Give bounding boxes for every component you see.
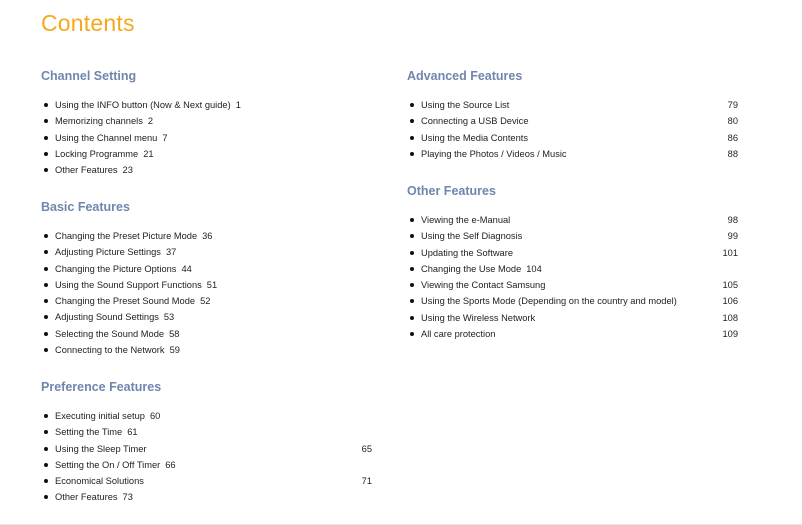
toc-item-page: 99 — [727, 231, 738, 242]
bullet-icon — [44, 234, 48, 238]
toc-item-label: Viewing the e-Manual — [421, 215, 511, 225]
bullet-icon — [44, 119, 48, 123]
toc-item-label: Using the INFO button (Now & Next guide) — [55, 100, 231, 110]
toc-item-page: 37 — [165, 247, 177, 258]
toc-item[interactable] — [41, 113, 381, 129]
toc-item-label: Other Features — [55, 165, 118, 176]
toc-item-page: 61 — [127, 427, 138, 438]
toc-item[interactable] — [41, 408, 381, 424]
toc-item-label: Using the Channel menu — [55, 132, 158, 143]
section-channel-setting — [41, 69, 381, 178]
toc-item-label: Memorizing channels — [55, 116, 143, 127]
bullet-icon — [44, 332, 48, 336]
bullet-icon — [410, 103, 414, 107]
section-basic-features — [41, 200, 381, 358]
toc-item-label: Changing the Preset Picture Mode — [55, 231, 198, 241]
toc-item-page: 58 — [169, 328, 180, 339]
toc-item-label: Using the Wireless Network — [421, 312, 536, 323]
toc-item[interactable] — [41, 457, 381, 473]
bullet-icon — [44, 348, 48, 352]
bullet-icon — [44, 447, 48, 451]
toc-item-page: 106 — [722, 296, 738, 307]
toc-item[interactable] — [407, 212, 738, 228]
toc-item[interactable] — [41, 261, 381, 277]
section-other-features — [407, 184, 747, 342]
toc-item[interactable] — [407, 277, 738, 293]
toc-item-page: 51 — [206, 279, 218, 290]
toc-list — [41, 408, 381, 506]
toc-item[interactable] — [41, 162, 381, 178]
bullet-icon — [410, 119, 414, 123]
bullet-icon — [410, 332, 414, 336]
bullet-icon — [410, 152, 414, 156]
toc-item-label: Selecting the Sound Mode — [55, 328, 165, 339]
toc-item-label: Connecting a USB Device — [421, 116, 529, 127]
toc-item-page: 101 — [722, 247, 738, 258]
bullet-icon — [44, 267, 48, 271]
toc-item-label: All care protection — [421, 329, 496, 340]
section-heading: Basic Features — [41, 200, 130, 214]
toc-item-page: 23 — [122, 165, 133, 176]
toc-item-page: 73 — [122, 492, 133, 503]
bullet-icon — [410, 136, 414, 140]
toc-item-page: 66 — [165, 459, 176, 470]
toc-list — [41, 228, 381, 358]
bullet-icon — [44, 283, 48, 287]
toc-item-label: Connecting to the Network — [55, 345, 165, 356]
toc-item-page: 65 — [361, 443, 372, 454]
toc-item[interactable] — [407, 113, 738, 129]
section-preference-features — [41, 380, 381, 506]
bullet-icon — [44, 168, 48, 172]
toc-item-label: Other Features — [55, 492, 118, 503]
toc-item[interactable] — [41, 146, 381, 162]
toc-item-page: 80 — [727, 116, 738, 127]
bullet-icon — [44, 479, 48, 483]
bullet-icon — [44, 495, 48, 499]
toc-item-label: Using the Media Contents — [421, 132, 528, 143]
toc-item-page: 21 — [143, 148, 154, 159]
section-heading: Preference Features — [41, 380, 162, 394]
bullet-icon — [44, 430, 48, 434]
bullet-icon — [44, 103, 48, 107]
toc-item[interactable] — [41, 309, 381, 325]
toc-item[interactable] — [41, 326, 381, 342]
section-advanced-features — [407, 69, 747, 162]
toc-item-page: 36 — [202, 231, 213, 241]
toc-list — [41, 97, 381, 178]
toc-item[interactable] — [41, 97, 381, 113]
bullet-icon — [410, 267, 414, 271]
toc-item-page: 109 — [722, 329, 738, 340]
toc-item-page: 88 — [727, 148, 738, 159]
toc-item-page: 1 — [235, 100, 241, 110]
toc-item-page: 53 — [163, 312, 175, 323]
toc-item-label: Changing the Picture Options — [55, 263, 177, 274]
toc-item-label: Setting the Time — [55, 427, 123, 438]
toc-item-label: Using the Self Diagnosis — [421, 231, 523, 242]
toc-item[interactable] — [407, 310, 738, 326]
toc-item[interactable] — [41, 277, 381, 293]
bullet-icon — [410, 234, 414, 238]
toc-item-page: 71 — [361, 476, 372, 487]
toc-list — [407, 97, 747, 162]
page-title: Contents — [41, 10, 135, 36]
section-heading: Advanced Features — [407, 69, 523, 83]
toc-item-label: Using the Sports Mode (Depending on the country and model) — [421, 296, 677, 307]
toc-item[interactable] — [407, 228, 738, 244]
bullet-icon — [410, 299, 414, 303]
toc-item-label: Setting the On / Off Timer — [55, 459, 161, 470]
toc-item[interactable] — [41, 441, 372, 457]
section-heading: Other Features — [407, 184, 496, 198]
bullet-icon — [44, 136, 48, 140]
toc-item-page: 52 — [200, 296, 211, 307]
toc-item[interactable] — [41, 424, 381, 440]
bullet-icon — [44, 152, 48, 156]
toc-item-page: 60 — [149, 411, 161, 421]
toc-item[interactable] — [41, 342, 381, 358]
toc-item-page: 104 — [526, 263, 542, 274]
toc-item-label: Using the Source List — [421, 100, 510, 110]
bullet-icon — [44, 463, 48, 467]
toc-item-label: Changing the Preset Sound Mode — [55, 296, 196, 307]
bullet-icon — [44, 250, 48, 254]
toc-item[interactable] — [407, 245, 738, 261]
toc-item[interactable] — [407, 97, 738, 113]
toc-item-page: 59 — [169, 345, 180, 356]
toc-item[interactable] — [407, 261, 747, 277]
bullet-icon — [44, 414, 48, 418]
toc-item-label: Executing initial setup — [55, 411, 145, 421]
toc-item-label: Adjusting Picture Settings — [55, 247, 161, 258]
bullet-icon — [410, 316, 414, 320]
section-heading: Channel Setting — [41, 69, 137, 83]
toc-list — [407, 212, 747, 342]
toc-item-page: 7 — [162, 132, 168, 143]
toc-item[interactable] — [41, 228, 381, 244]
toc-item-label: Using the Sound Support Functions — [55, 279, 202, 290]
toc-item-label: Using the Sleep Timer — [55, 443, 147, 454]
toc-item-page: 105 — [722, 280, 738, 291]
toc-item[interactable] — [41, 130, 381, 146]
toc-item-page: 2 — [147, 116, 154, 127]
toc-item[interactable] — [407, 293, 738, 309]
toc-item-label: Adjusting Sound Settings — [55, 312, 159, 323]
toc-item-label: Economical Solutions — [55, 476, 144, 487]
toc-item-page: 86 — [727, 132, 738, 143]
toc-item-label: Updating the Software — [421, 247, 513, 258]
toc-item-page: 98 — [727, 215, 738, 225]
toc-item-page: 79 — [727, 100, 738, 110]
toc-item-label: Viewing the Contact Samsung — [421, 280, 546, 291]
toc-item[interactable] — [407, 146, 738, 162]
bullet-icon — [410, 251, 414, 255]
bullet-icon — [410, 218, 414, 222]
toc-item[interactable] — [41, 244, 381, 260]
toc-item-page: 108 — [722, 312, 738, 323]
toc-item-label: Changing the Use Mode — [421, 263, 522, 274]
bullet-icon — [44, 315, 48, 319]
toc-item[interactable] — [41, 293, 381, 309]
bullet-icon — [44, 299, 48, 303]
toc-item-page: 44 — [181, 263, 192, 274]
toc-item-label: Locking Programme — [55, 148, 139, 159]
bullet-icon — [410, 283, 414, 287]
toc-item[interactable] — [41, 473, 372, 489]
toc-item[interactable] — [407, 130, 738, 146]
toc-item-label: Playing the Photos / Videos / Music — [421, 148, 567, 159]
toc-item[interactable] — [407, 326, 738, 342]
toc-item[interactable] — [41, 489, 381, 505]
